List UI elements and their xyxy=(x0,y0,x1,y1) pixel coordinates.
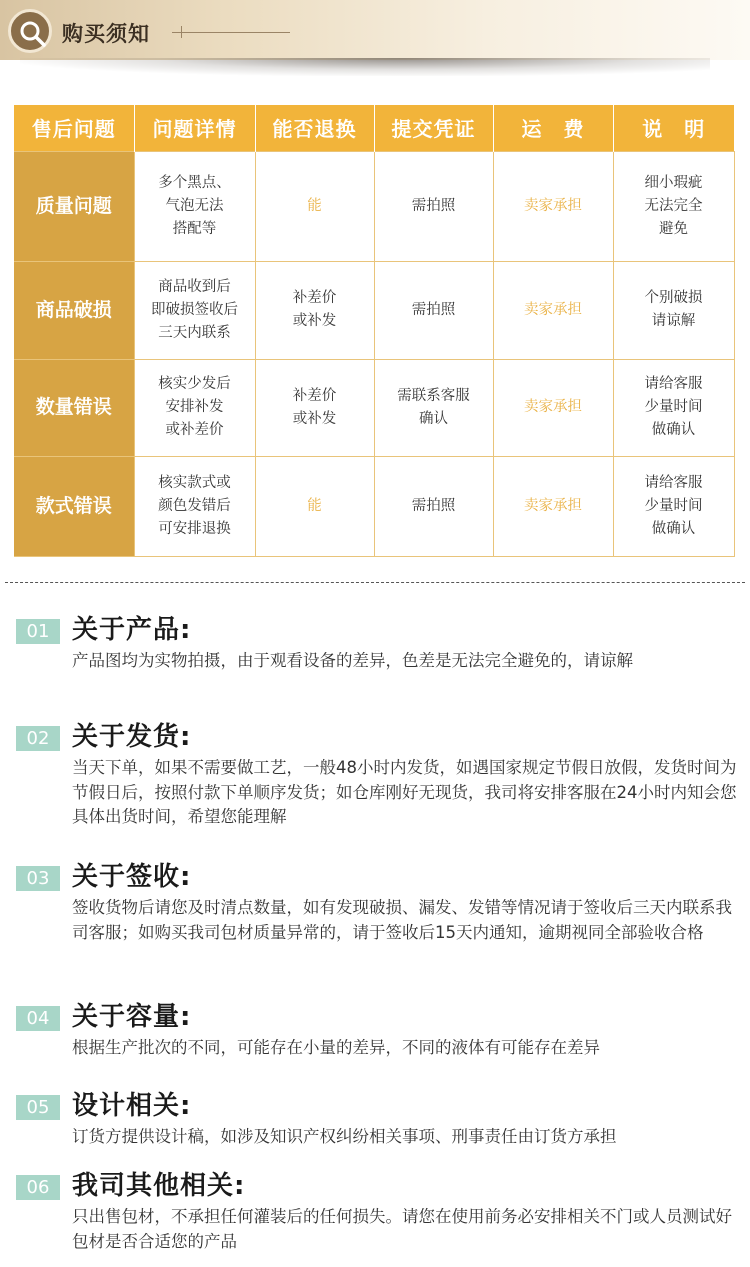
note-title: 关于容量: xyxy=(72,1002,192,1032)
row-proof: 需拍照 xyxy=(374,456,493,556)
row-detail: 核实款式或 颜色发错后 可安排退换 xyxy=(134,456,255,556)
banner-shadow xyxy=(20,58,710,76)
note-text: 产品图均为实物拍摄，由于观看设备的差异，色差是无法完全避免的，请谅解 xyxy=(72,651,633,670)
row-detail: 多个黑点、 气泡无法 搭配等 xyxy=(134,151,255,261)
after-sales-table xyxy=(14,105,735,557)
note-text: 只出售包材，不承担任何灌装后的任何损失。请您在使用前务必安排相关不门或人员测试好包材是否合适您的产品 xyxy=(72,1207,732,1251)
note-title: 我司其他相关: xyxy=(72,1171,246,1201)
note-title: 关于发货: xyxy=(72,722,192,752)
row-proof: 需拍照 xyxy=(374,261,493,359)
row-note: 请给客服 少量时间 做确认 xyxy=(613,359,734,456)
row-shipping: 卖家承担 xyxy=(493,456,613,556)
note-number-badge: 06 xyxy=(16,1175,60,1200)
table-row xyxy=(14,456,734,556)
row-return: 能 xyxy=(255,151,374,261)
row-note: 细小瑕疵 无法完全 避免 xyxy=(613,151,734,261)
row-proof: 需拍照 xyxy=(374,151,493,261)
table-row xyxy=(14,261,734,359)
table-row xyxy=(14,151,734,261)
row-return: 补差价 或补发 xyxy=(255,359,374,456)
row-return: 补差价 或补发 xyxy=(255,261,374,359)
note-number-badge: 04 xyxy=(16,1006,60,1031)
column-header-return: 能否退换 xyxy=(255,105,374,151)
row-issue: 款式错误 xyxy=(14,456,134,556)
row-issue: 数量错误 xyxy=(14,359,134,456)
row-shipping: 卖家承担 xyxy=(493,359,613,456)
note-title: 设计相关: xyxy=(72,1091,192,1121)
row-detail: 商品收到后 即破损签收后 三天内联系 xyxy=(134,261,255,359)
note-title: 关于签收: xyxy=(72,862,192,892)
page-title: 购买须知 xyxy=(62,22,150,46)
note-title: 关于产品: xyxy=(72,615,192,645)
title-divider-line xyxy=(172,32,290,33)
row-note: 请给客服 少量时间 做确认 xyxy=(613,456,734,556)
column-header-issue: 售后问题 xyxy=(14,105,134,151)
row-return: 能 xyxy=(255,456,374,556)
search-icon xyxy=(8,9,52,53)
note-text: 根据生产批次的不同，可能存在小量的差异，不同的液体有可能存在差异 xyxy=(72,1038,600,1057)
column-header-proof: 提交凭证 xyxy=(374,105,493,151)
column-header-shipping: 运 费 xyxy=(493,105,613,151)
note-text: 签收货物后请您及时清点数量，如有发现破损、漏发、发错等情况请于签收后三天内联系我司客服；如购买我司包材质量异常的，请于签收后15天内通知，逾期视同全部验收合格 xyxy=(72,898,732,942)
row-note: 个别破损 请谅解 xyxy=(613,261,734,359)
note-number-badge: 03 xyxy=(16,866,60,891)
row-detail: 核实少发后 安排补发 或补差价 xyxy=(134,359,255,456)
table-row xyxy=(14,359,734,456)
note-text: 当天下单，如果不需要做工艺，一般48小时内发货，如遇国家规定节假日放假，发货时间为节假日后，按照付款下单顺序发货；如仓库刚好无现货，我司将安排客服在24小时内知会您具体出货时间，希望您能理解 xyxy=(72,758,737,826)
dashed-divider xyxy=(5,582,745,583)
note-text: 订货方提供设计稿，如涉及知识产权纠纷相关事项、刑事责任由订货方承担 xyxy=(72,1127,617,1146)
table-header-row xyxy=(14,105,734,151)
note-number-badge: 05 xyxy=(16,1095,60,1120)
title-divider-tick xyxy=(181,26,182,38)
note-number-badge: 02 xyxy=(16,726,60,751)
row-issue: 商品破损 xyxy=(14,261,134,359)
row-shipping: 卖家承担 xyxy=(493,151,613,261)
note-number-badge: 01 xyxy=(16,619,60,644)
row-issue: 质量问题 xyxy=(14,151,134,261)
column-header-note: 说 明 xyxy=(613,105,734,151)
row-proof: 需联系客服 确认 xyxy=(374,359,493,456)
row-shipping: 卖家承担 xyxy=(493,261,613,359)
column-header-detail: 问题详情 xyxy=(134,105,255,151)
